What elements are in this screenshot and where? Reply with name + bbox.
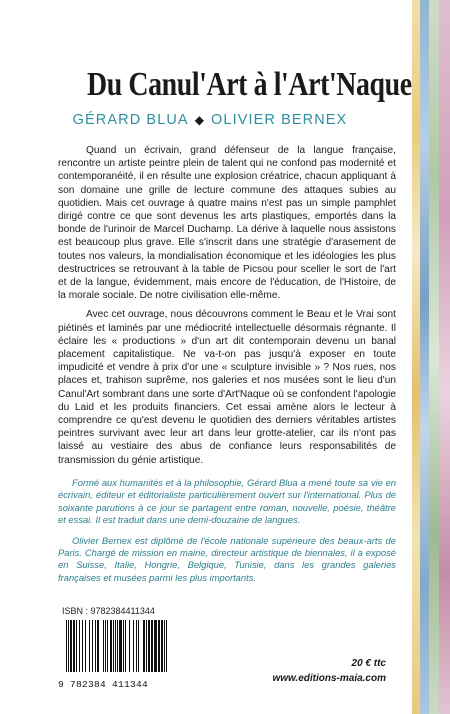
price: 20 € ttc [351,658,386,669]
book-title: Du Canul'Art à l'Art'Naque [87,66,412,103]
barcode [58,620,172,690]
synopsis-paragraph: Quand un écrivain, grand défenseur de la langue française, rencontre un artiste peintre plein de talent qui ne confond pas modernité et contemporanéité, il en résulte une explosion créatrice, chacun appliquant à son domaine une grille de lecture commune des attaques subies au quotidien. Mais cet ouvrage à quatre mains n'est pas un simple pamphlet dirigé contre ce que sont devenus les arts plastiques, emportés dans la bonde de l'urinoir de Marcel Duchamp. La dérive à laquelle nous assistons est beaucoup plus grave. Elle s'inscrit dans une stratégie d'arasement de toutes nos valeurs, la mondialisation économique et les idéologies les plus destructrices se retrouvant à la table de Picsou pour sceller le sort de l'art et de la langue, évidemment, mais encore de l'éducation, de l'Histoire, de la morale sociale. De notre civilisation elle-même. [58,145,396,302]
author-name-1: GÉRARD BLUA [72,112,189,128]
brush-stroke-blue [420,0,429,714]
barcode-digits: 9 782384 411344 [58,679,149,690]
authors-line [60,112,360,128]
author-name-2: OLIVIER BERNEX [211,112,348,128]
barcode-bars [66,620,168,676]
brush-stroke-green [429,0,439,714]
isbn-label: ISBN : 9782384411344 [62,606,155,616]
brush-stroke-pink [439,0,450,714]
bio-paragraph-blua: Formé aux humanités et à la philosophie, Gérard Blua a mené toute sa vie en écrivain, éditeur et éditorialiste particulièrement ouvert sur l'international. Plus de soixante parutions à ce jour se partagent entre roman, nouvelle, poésie, théâtre et essai. Il est traduit dans une demi-douzaine de langues. [58,477,396,526]
bio-paragraph-bernex: Olivier Bernex est diplômé de l'école nationale supérieure des beaux-arts de Paris. Chargé de mission en mairie, directeur artistique de biennales, il a exposé en Suisse, Italie, Hongrie, Belgique, Tunisie, dans les grandes galeries françaises et musées parmi les plus importants. [58,534,396,583]
barcode-bar [167,620,168,672]
diamond-separator-icon: ◆ [194,113,206,127]
author-bios [58,477,396,592]
brush-stroke-gold [412,0,420,714]
publisher-website: www.editions-maia.com [272,673,386,684]
synopsis-paragraph: Avec cet ouvrage, nous découvrons comment le Beau et le Vrai sont piétinés et laminés par une médiocrité intellectuelle désormais régnante. Il éclaire les « productions » d'un art dit contemporain devenu un banal placement capitalistique. Ne va-t-on pas jusqu'à exposer en toute impudicité et vendre à prix d'or une « sculpture invisible » ? Nos rues, nos places et, trahison suprême, nos galeries et nos musées sont le lieu d'un Canul'Art sombrant dans une sorte d'Art'Naque où se confondent l'apologie du Laid et les produits financiers. Cet essai amène alors le lecteur à comprendre ce qu'est devenu le quotidien des derniers véritables artistes peintres survivant avec leur art dans leur grotte-atelier, car ils n'ont pas laissé au vestiaire des abus de confiance leurs responsabilités de transmission du génie artistique. [58,309,396,466]
synopsis [58,144,396,473]
